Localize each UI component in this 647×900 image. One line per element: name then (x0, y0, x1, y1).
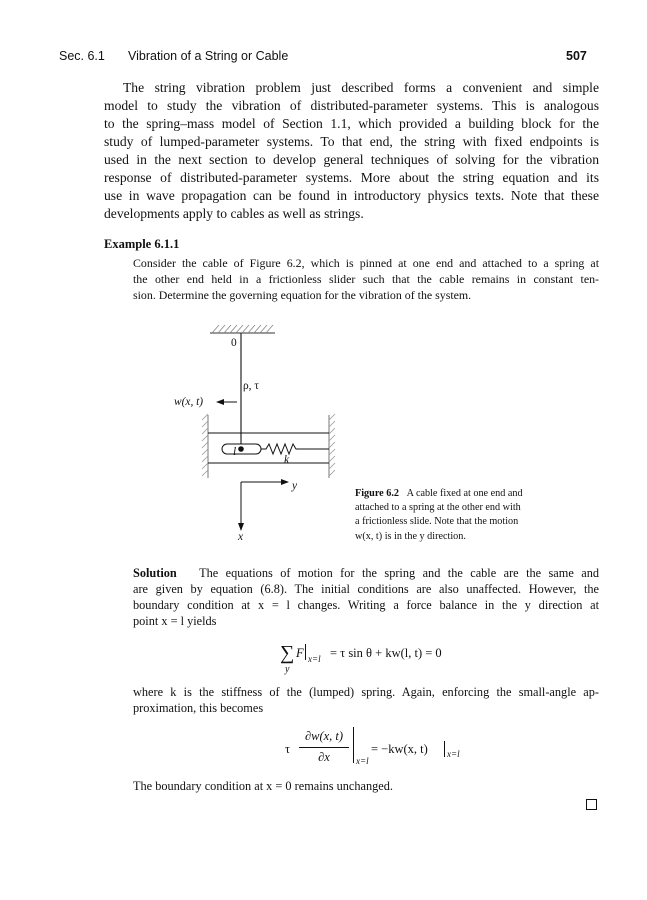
intro-line: developments apply to cables as well as strings. (104, 206, 364, 221)
spring (261, 444, 315, 454)
fraction-numerator: ∂w(x, t) (304, 729, 344, 743)
equation-force-balance (280, 642, 480, 678)
example-line: the other end held in a frictionless slider such that the cable remains in constant ten- (133, 272, 599, 286)
figure-label-y: y (292, 480, 298, 492)
pin (238, 446, 244, 452)
eval-bar-left (353, 727, 354, 763)
sum-subscript: y (285, 664, 290, 675)
intro-line: model to study the vibration of distributed-parameter systems. This is analogous (104, 98, 599, 113)
figure-label-k: k (284, 454, 290, 466)
left-wall (202, 414, 208, 478)
solution-line: boundary condition at x = l changes. Writing a force balance in the y direction at (133, 598, 599, 612)
solution-line-text: The equations of motion for the spring and the cable are the same and (199, 566, 599, 580)
equation-boundary-condition (285, 727, 485, 775)
figure-label-l: l (233, 446, 237, 458)
caption-line: A cable fixed at one end and (406, 488, 523, 499)
eval-bar-right (444, 741, 445, 757)
middle-line: where k is the stiffness of the (lumped) spring. Again, enforcing the small-angle ap- (133, 685, 599, 699)
equation-rhs: = τ sin θ + kw(l, t) = 0 (330, 646, 442, 660)
section-number: Sec. 6.1 (59, 49, 105, 63)
solution-line (133, 566, 599, 581)
caption-line: a frictionless slide. Note that the motion (355, 516, 519, 528)
fraction-denominator: ∂x (318, 750, 330, 764)
closing-text: The boundary condition at x = 0 remains unchanged. (133, 779, 393, 793)
intro-line: use in wave propagation can be found in introductory physics texts. Note that these (104, 188, 599, 203)
caption-label: Figure 6.2 (355, 488, 399, 499)
figure-label-w: w(x, t) (174, 396, 204, 408)
end-of-example-box (586, 799, 597, 810)
example-line: sion. Determine the governing equation for the vibration of the system. (133, 288, 472, 302)
caption-line: attached to a spring at the other end with (355, 502, 521, 514)
example-line: Consider the cable of Figure 6.2, which is pinned at one end and attached to a spring at (133, 256, 599, 270)
intro-line: response of distributed-parameter systems. More about the string equation and its (104, 170, 599, 185)
top-support (210, 325, 275, 333)
middle-line: proximation, this becomes (133, 701, 264, 715)
right-wall (329, 414, 335, 478)
figure-label-x: x (238, 531, 244, 543)
eval-subscript: x=l (308, 654, 321, 664)
tau-symbol: τ (285, 742, 291, 756)
intro-line: to the spring–mass model of Section 1.1, which provided a building block for the (104, 116, 599, 131)
example-heading: Example 6.1.1 (104, 237, 180, 251)
eval-bar (305, 644, 306, 660)
figure-label-rho-tau: ρ, τ (243, 380, 259, 392)
intro-line: study of lumped-parameter systems. To that end, the string with fixed endpoints is (104, 134, 599, 149)
intro-line: used in the next section to develop general techniques of solving for the vibration (104, 152, 599, 167)
fraction-bar (299, 747, 349, 748)
solution-line: point x = l yields (133, 614, 217, 628)
force-symbol: F (296, 646, 304, 660)
caption-line: w(x, t) is in the y direction. (355, 530, 466, 542)
figure-caption (355, 487, 555, 544)
equation2-rhs: = −kw(x, t) (371, 742, 428, 756)
intro-line: The string vibration problem just described forms a convenient and simple (123, 80, 599, 95)
sum-symbol: ∑ (280, 642, 295, 664)
solution-label: Solution (133, 566, 177, 580)
figure-label-origin: 0 (231, 337, 237, 349)
running-title: Vibration of a String or Cable (128, 49, 289, 63)
eval-subscript-right: x=l (447, 749, 460, 759)
eval-subscript-left: x=l (356, 756, 369, 766)
page-number: 507 (566, 49, 587, 63)
solution-line: are given by equation (6.8). The initial conditions are also unaffected. However, the (133, 582, 599, 596)
